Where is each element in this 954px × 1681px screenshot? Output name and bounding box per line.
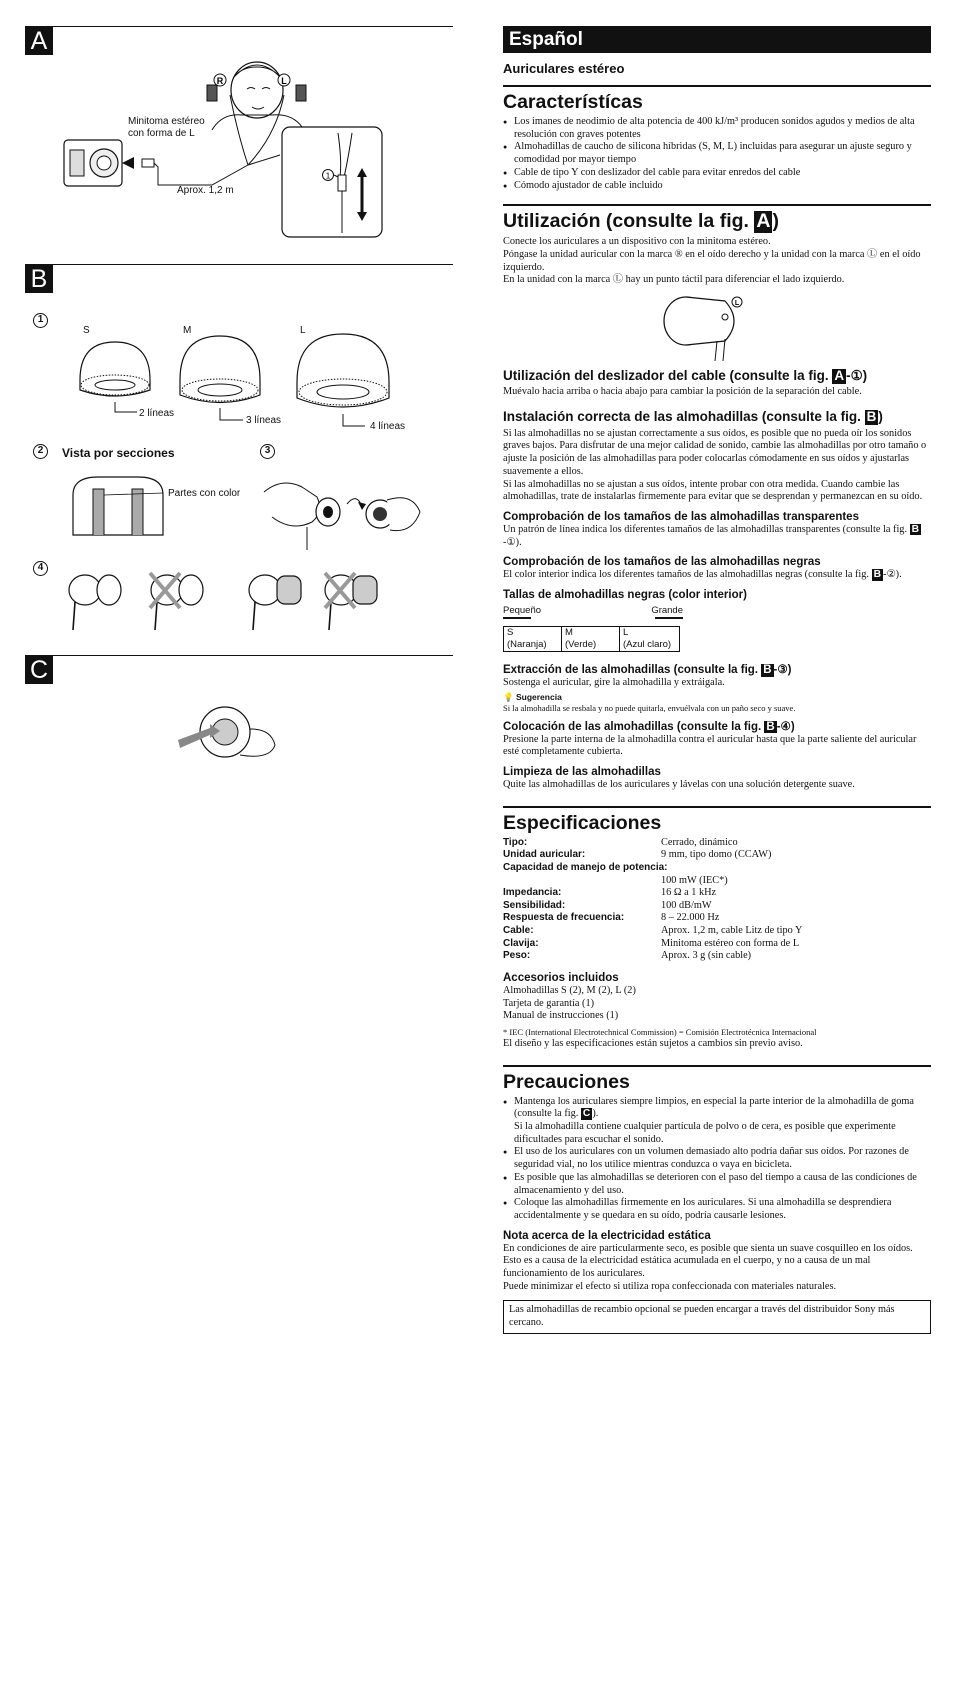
fig-ref: B	[873, 569, 882, 581]
callout-number-1: 1	[325, 171, 331, 181]
tip-heading	[503, 692, 931, 703]
accessory-item: Almohadillas S (2), M (2), L (2)	[503, 984, 636, 996]
static-heading: Nota acerca de la electricidad estática	[503, 1229, 711, 1242]
sectional-view-title: Vista por secciones	[62, 446, 175, 460]
eartip-section-illustration	[68, 475, 168, 545]
change-notice: El diseño y las especificaciones están sujetos a cambios sin previo aviso.	[503, 1037, 803, 1049]
clean-heading: Limpieza de las almohadillas	[503, 766, 661, 779]
spec-row: Respuesta de frecuencia: 8 – 22.000 Hz	[503, 912, 720, 924]
colored-parts-label: Partes con color	[168, 488, 241, 499]
slider-paragraph: Muévalo hacia arriba o hacia abajo para cambiar la posición de la separación del cable.	[503, 386, 862, 398]
step-1-number: 1	[33, 313, 48, 328]
features-heading: Característícas	[503, 85, 931, 114]
tip-text: Si la almohadilla se resbala y no puede quitarla, envuélvala con un paño seco y suave.	[503, 702, 796, 713]
figure-b-letter: B	[25, 265, 53, 293]
figure-c-header	[25, 655, 453, 685]
clean-paragraph: Quite las almohadillas de los auriculares y lávelas con una solución detergente suave.	[503, 779, 855, 791]
static-paragraph-1: En condiciones de aire particularmente seco, es posible que sienta un suave cosquilleo en los oídos. Esto es a causa de la electricidad estática acumulada en el cuerpo, y no a causa de un mal funcionamiento de los auriculares.	[503, 1242, 913, 1280]
install-heading	[503, 408, 931, 425]
slider-heading-ref: -①)	[846, 368, 868, 384]
remove-heading-text: Extracción de las almohadillas (consulte la fig.	[503, 664, 762, 677]
remove-eartip-illustration	[262, 472, 422, 552]
feature-item: ● Cable de tipo Y con deslizador del cable para evitar enredos del cable	[503, 167, 931, 180]
figure-a-header	[25, 26, 453, 56]
spec-row: Peso: Aprox. 3 g (sin cable)	[503, 950, 752, 962]
fig-ref: B	[766, 720, 775, 733]
usage-paragraph-2: Póngase la unidad auricular con la marca ® en el oído derecho y la unidad con la marca Ⓛ en el oído izquierdo.	[503, 248, 921, 273]
size-m-label: M	[183, 325, 192, 336]
fig-ref: B	[763, 664, 772, 677]
slider-heading	[503, 367, 931, 384]
attach-heading	[503, 720, 931, 734]
precautions-heading: Precauciones	[503, 1065, 931, 1094]
attach-eartip-illustration	[65, 568, 405, 633]
replacement-notice-box: Las almohadillas de recambio opcional se pueden encargar a través del distribuidor Sony más cercano.	[503, 1300, 931, 1333]
minitoma-label: Minitoma estéreo con forma de L	[128, 116, 205, 139]
precautions-list	[503, 1096, 931, 1223]
black-sizes-table	[503, 626, 680, 652]
check-black-heading: Comprobación de los tamaños de las almohadillas negras	[503, 556, 821, 569]
size-cell: S (Naranja)	[504, 627, 562, 652]
check-black-text: El color interior indica los diferentes tamaños de las almohadillas negras (consulte la fig.	[503, 569, 872, 581]
spec-row: Capacidad de manejo de potencia:	[503, 862, 668, 874]
earbud-l-mark: L	[734, 300, 740, 308]
figure-c-letter: C	[25, 656, 53, 684]
feature-item: ● Cómodo ajustador de cable incluido	[503, 180, 931, 193]
slider-heading-text: Utilización del deslizador del cable (consulte la fig.	[503, 368, 833, 384]
check-clear-ref: -①).	[503, 536, 522, 548]
earbud-l-label: L	[281, 76, 287, 86]
fig-ref: A	[834, 368, 845, 384]
check-clear-paragraph	[503, 524, 931, 549]
clean-eartip-illustration	[170, 700, 280, 765]
fig-ref: C	[582, 1108, 591, 1120]
remove-paragraph: Sostenga el auricular, gire la almohadilla y extráigala.	[503, 677, 725, 689]
cable-length-label: Aprox. 1,2 m	[177, 185, 234, 196]
usage-paragraph-3: En la unidad con la marca Ⓛ hay un punto táctil para diferenciar el lado izquierdo.	[503, 274, 845, 286]
size-cell: L (Azul claro)	[620, 627, 680, 652]
install-heading-end: )	[878, 408, 883, 424]
accessory-item: Tarjeta de garantía (1)	[503, 997, 595, 1009]
figure-a-illustration	[62, 55, 442, 265]
iec-footnote: * IEC (International Electrotechnical Commission) = Comisión Electrotécnica Internacional	[503, 1026, 817, 1037]
product-name: Auriculares estéreo	[503, 61, 625, 76]
lines-4-label: 4 líneas	[370, 421, 406, 432]
attach-heading-ref: -④)	[776, 720, 795, 733]
check-black-paragraph	[503, 569, 931, 582]
lightbulb-icon: 💡	[503, 691, 514, 702]
language-header: Español	[503, 26, 931, 53]
step-3-number: 3	[260, 444, 275, 459]
feature-item: ● Los imanes de neodimio de alta potencia de 400 kJ/m³ producen sonidos agudos y medios de alta resolución con graves potentes	[503, 116, 931, 141]
specs-table	[503, 837, 931, 963]
features-list	[503, 116, 931, 192]
spec-row: Unidad auricular: 9 mm, tipo domo (CCAW)	[503, 849, 772, 861]
precaution-item: ● Mantenga los auriculares siempre limpios, en especial la parte interior de la almohadilla de goma (consulte la fig. C ). Si la almohadilla contiene cualquier partícula de polvo o de cera, es posible que experimente dificultades para escuchar el sonido.	[503, 1096, 931, 1147]
usage-paragraph-1: Conecte los auriculares a un dispositivo con la minitoma estéreo.	[503, 236, 771, 248]
precaution-item: ● El uso de los auriculares con un volumen demasiado alto podría dañar sus oídos. Por razones de seguridad vial, no los utilice mientras conduzca o vaya en bicicleta.	[503, 1146, 931, 1171]
spec-row: Impedancia: 16 Ω a 1 kHz	[503, 887, 717, 899]
size-l-label: L	[300, 325, 306, 336]
lines-2-label: 2 líneas	[139, 408, 175, 419]
check-clear-heading: Comprobación de los tamaños de las almohadillas transparentes	[503, 510, 859, 523]
step-2-number: 2	[33, 444, 48, 459]
spec-row: Sensibilidad: 100 dB/mW	[503, 899, 712, 911]
size-cell: M (Verde)	[562, 627, 620, 652]
right-arrow-icon	[655, 617, 683, 619]
spec-row: 100 mW (IEC*)	[661, 874, 728, 886]
check-clear-text: Un patrón de línea indica los diferentes tamaños de las almohadillas transparentes (consulte la fig.	[503, 523, 910, 535]
specs-heading: Especificaciones	[503, 806, 931, 835]
left-arrow-icon	[503, 617, 531, 619]
tip-title: Sugerencia	[515, 691, 562, 702]
install-paragraph-1: Si las almohadillas no se ajustan correctamente a sus oídos, es posible que no pueda oír los sonidos graves bajos. Para disfrutar de una mejor calidad de sonido, cambie las almohadillas por otro tamaño o ajuste la posición de las almohadillas para poder colocarlas cómodamente en sus oídos y ajustarlas suavemente a ellos.	[503, 427, 927, 477]
usage-heading-text: Utilización (consulte la fig.	[503, 210, 755, 233]
install-heading-text: Instalación correcta de las almohadillas (consulte la fig.	[503, 408, 865, 424]
remove-heading-ref: -③)	[773, 664, 792, 677]
accessories-heading: Accesorios incluidos	[503, 971, 619, 984]
black-sizes-heading: Tallas de almohadillas negras (color interior)	[503, 589, 747, 602]
small-label: Pequeño	[503, 605, 542, 617]
usage-heading-end: )	[772, 210, 779, 233]
manual-text-column	[503, 26, 931, 1334]
spec-row: Clavija: Minitoma estéreo con forma de L	[503, 937, 800, 949]
attach-paragraph: Presione la parte interna de la almohadilla contra el auricular hasta que la parte saliente del auricular esté completamente cubierta.	[503, 733, 917, 758]
remove-heading	[503, 663, 931, 677]
size-s-label: S	[83, 325, 90, 336]
fig-ref: A	[756, 210, 771, 233]
big-label: Grande	[651, 605, 683, 617]
check-black-ref: -②).	[883, 569, 902, 581]
static-paragraph-2: Puede minimizar el efecto si utiliza ropa confeccionada con materiales naturales.	[503, 1280, 837, 1292]
spec-row: Cable: Aprox. 1,2 m, cable Litz de tipo Y	[503, 925, 803, 937]
install-paragraph-2: Si las almohadillas no se ajustan a sus oídos, intente probar con otra medida. Cuando cambie las almohadillas, trate de instalarlas firmemente para evitar que se desprendan y permanezcan en su oído.	[503, 478, 923, 503]
eartips-size-illustration	[75, 340, 405, 430]
earbud-r-label: R	[216, 76, 224, 86]
spec-row: Tipo: Cerrado, dinámico	[503, 836, 738, 848]
usage-heading	[503, 204, 931, 233]
fig-ref: B	[866, 408, 877, 424]
figure-b-header	[25, 264, 453, 294]
precaution-item: ● Es posible que las almohadillas se deterioren con el paso del tiempo a causa de las condiciones de almacenamiento y del uso.	[503, 1172, 931, 1197]
size-scale	[503, 605, 683, 623]
figure-a-letter: A	[25, 27, 53, 55]
precaution-item: ● Coloque las almohadillas firmemente en los auriculares. Si una almohadilla se desprendiera accidentalmente y se quedara en su oído, podría causarle lesiones.	[503, 1197, 931, 1222]
lines-3-label: 3 líneas	[246, 415, 282, 426]
earbud-illustration	[503, 291, 931, 363]
attach-heading-text: Colocación de las almohadillas (consulte la fig.	[503, 720, 765, 733]
feature-item: ● Almohadillas de caucho de silicona híbridas (S, M, L) incluidas para asegurar un ajuste seguro y comodidad por mayor tiempo	[503, 141, 931, 166]
fig-ref: B	[911, 523, 920, 535]
accessory-item: Manual de instrucciones (1)	[503, 1010, 619, 1022]
step-4-number: 4	[33, 561, 48, 576]
